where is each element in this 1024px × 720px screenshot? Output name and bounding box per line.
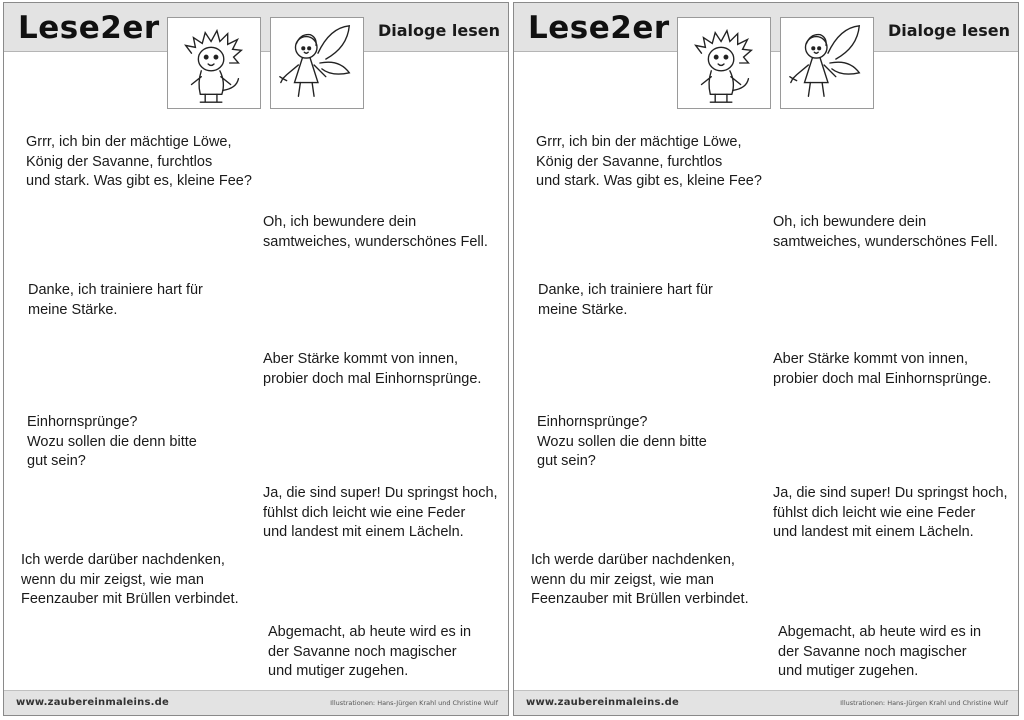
- dialogue-line: Wozu sollen die denn bitte: [537, 433, 707, 450]
- dialogue-line: fühlst dich leicht wie eine Feder: [773, 504, 976, 521]
- dialogue-line: und stark. Was gibt es, kleine Fee?: [26, 173, 252, 189]
- footer-bar: [514, 690, 1018, 715]
- dialogue-line: und landest mit einem Lächeln.: [773, 524, 974, 540]
- lion-illustration: [167, 17, 261, 109]
- lion-illustration: [677, 17, 771, 109]
- dialogue-line: Einhornsprünge?: [537, 414, 648, 430]
- dialogue-line: und landest mit einem Lächeln.: [263, 524, 464, 540]
- brand-title: Lese2er: [528, 10, 670, 46]
- dialogue-line: Ich werde darüber nachdenken,: [21, 552, 225, 568]
- worksheet-left: [3, 2, 509, 716]
- dialogue-line: probier doch mal Einhornsprünge.: [263, 370, 482, 387]
- dialogue-line: Grrr, ich bin der mächtige Löwe,: [536, 134, 742, 150]
- dialogue-line: Feenzauber mit Brüllen verbindet.: [531, 591, 749, 607]
- worksheet-topic: Dialoge lesen: [377, 21, 500, 40]
- dialogue-line: meine Stärke.: [538, 301, 628, 318]
- dialogue-line: Oh, ich bewundere dein: [773, 214, 927, 230]
- dialogue-line: und stark. Was gibt es, kleine Fee?: [536, 173, 762, 189]
- dialogue-line: Ich werde darüber nachdenken,: [531, 552, 735, 568]
- dialogue-line: Aber Stärke kommt von innen,: [263, 351, 459, 367]
- dialogue-line: wenn du mir zeigst, wie man: [531, 571, 714, 588]
- dialogue-line: gut sein?: [27, 453, 86, 469]
- dialogue-line: und mutiger zugehen.: [778, 663, 919, 679]
- dialogue-line: Einhornsprünge?: [27, 414, 138, 430]
- dialogue-line: Abgemacht, ab heute wird es in: [778, 624, 982, 640]
- dialogue-line: Ja, die sind super! Du springst hoch,: [773, 485, 1008, 501]
- dialogue-line: der Savanne noch magischer: [778, 643, 967, 660]
- dialogue-line: Danke, ich trainiere hart für: [28, 282, 203, 298]
- dialogue-line: probier doch mal Einhornsprünge.: [773, 370, 992, 387]
- fairy-illustration: [780, 17, 874, 109]
- website-url: www.zaubereinmaleins.de: [526, 697, 679, 708]
- dialogue-line: wenn du mir zeigst, wie man: [21, 571, 204, 588]
- website-url: www.zaubereinmaleins.de: [16, 697, 169, 708]
- dialogue-line: samtweiches, wunderschönes Fell.: [773, 233, 998, 250]
- worksheet-topic: Dialoge lesen: [887, 21, 1010, 40]
- illustration-credit: Illustrationen: Hans-Jürgen Krahl und Christine Wulf: [330, 699, 498, 707]
- dialogue-line: gut sein?: [537, 453, 596, 469]
- dialogue-line: fühlst dich leicht wie eine Feder: [263, 504, 466, 521]
- dialogue-line: Feenzauber mit Brüllen verbindet.: [21, 591, 239, 607]
- dialogue-line: König der Savanne, furchtlos: [536, 153, 723, 170]
- dialogue-line: der Savanne noch magischer: [268, 643, 457, 660]
- dialogue-line: Abgemacht, ab heute wird es in: [268, 624, 472, 640]
- dialogue-line: meine Stärke.: [28, 301, 118, 318]
- worksheet-right: [513, 2, 1019, 716]
- dialogue-line: Oh, ich bewundere dein: [263, 214, 417, 230]
- dialogue-line: Danke, ich trainiere hart für: [538, 282, 713, 298]
- illustration-credit: Illustrationen: Hans-Jürgen Krahl und Christine Wulf: [840, 699, 1008, 707]
- dialogue-line: Grrr, ich bin der mächtige Löwe,: [26, 134, 232, 150]
- dialogue-line: König der Savanne, furchtlos: [26, 153, 213, 170]
- footer-bar: [4, 690, 508, 715]
- dialogue-line: und mutiger zugehen.: [268, 663, 409, 679]
- dialogue-line: Aber Stärke kommt von innen,: [773, 351, 969, 367]
- fairy-illustration: [270, 17, 364, 109]
- dialogue-line: samtweiches, wunderschönes Fell.: [263, 233, 488, 250]
- dialogue-line: Wozu sollen die denn bitte: [27, 433, 197, 450]
- dialogue-line: Ja, die sind super! Du springst hoch,: [263, 485, 498, 501]
- brand-title: Lese2er: [18, 10, 160, 46]
